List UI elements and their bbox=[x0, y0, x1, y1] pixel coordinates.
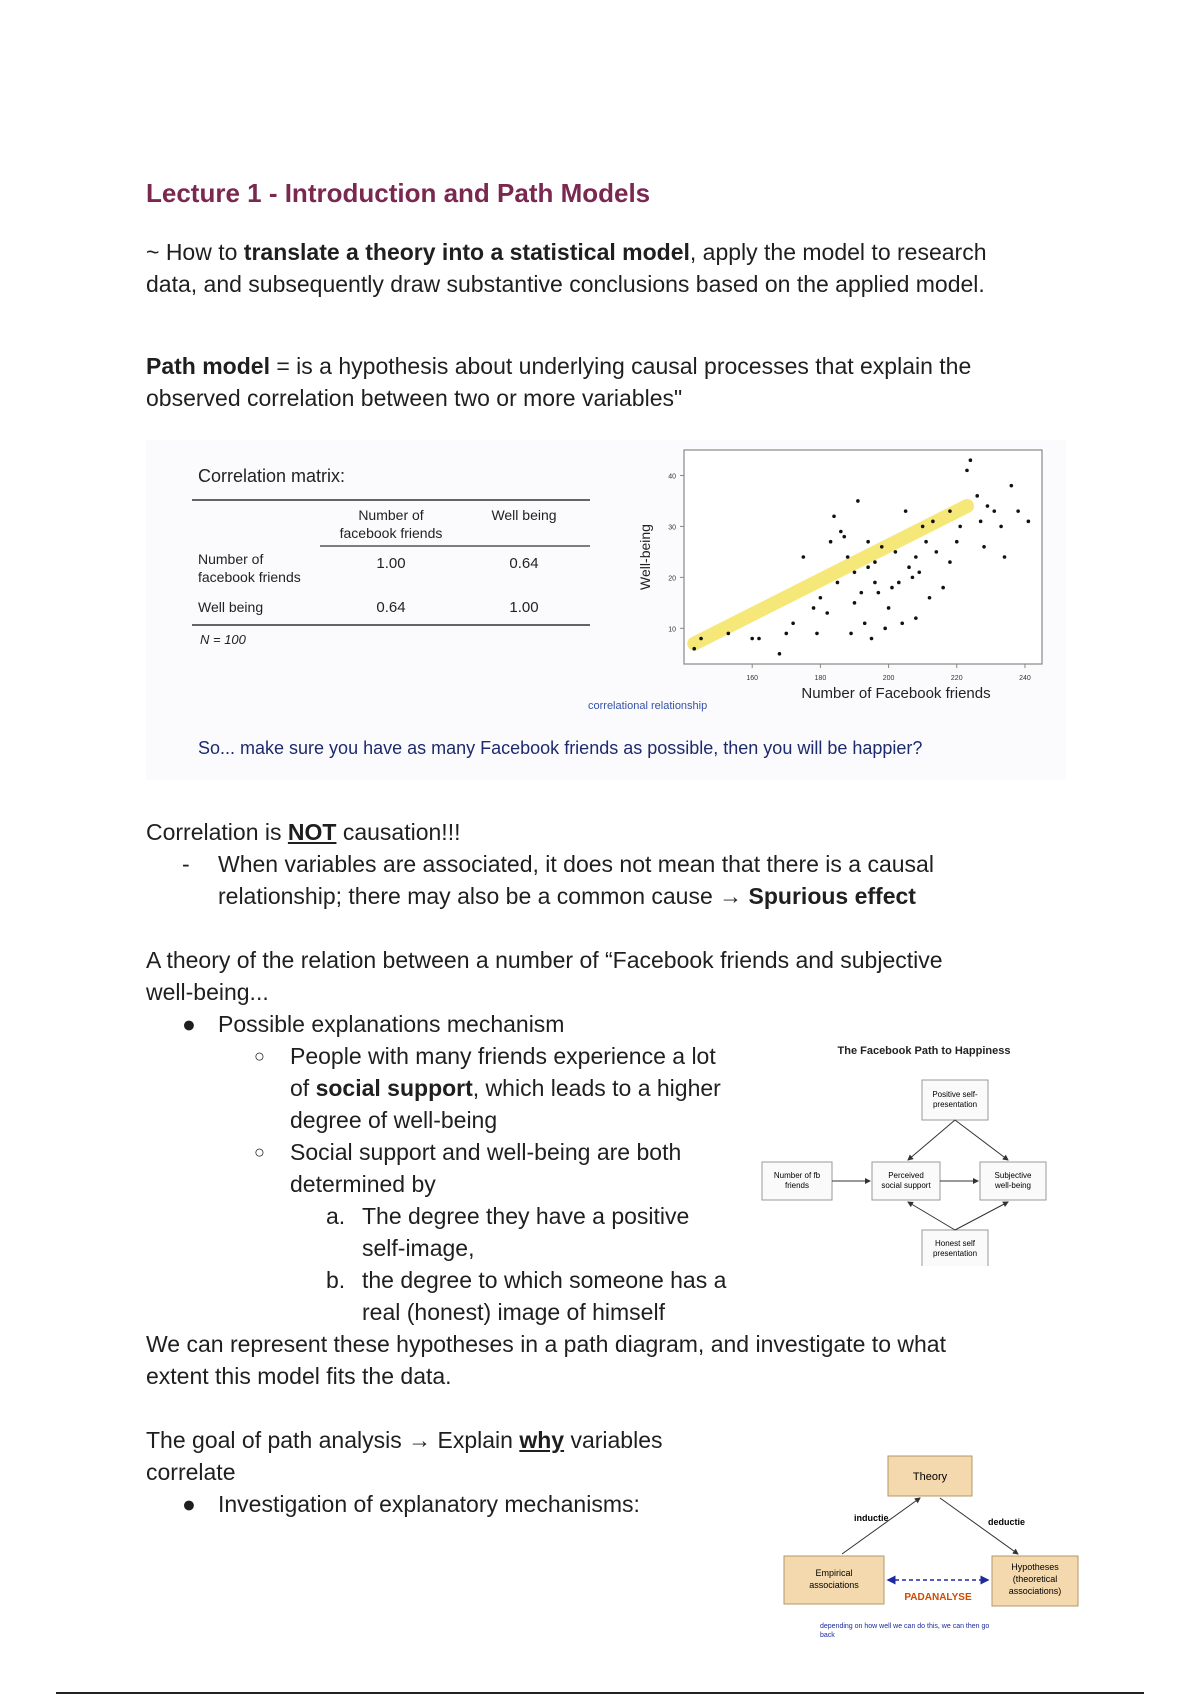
data-point bbox=[873, 581, 877, 585]
inductive-label: inductie bbox=[854, 1513, 889, 1523]
matrix-row2-label: Well being bbox=[198, 599, 264, 615]
why-emphasis: why bbox=[519, 1427, 565, 1453]
y-tick-label: 40 bbox=[668, 473, 676, 481]
heading-pre: Correlation is bbox=[146, 819, 282, 845]
matrix-cell: 1.00 bbox=[509, 599, 539, 616]
path-arrow bbox=[908, 1120, 955, 1160]
path-arrow bbox=[955, 1202, 1008, 1230]
node-text: Number of fb bbox=[773, 1171, 821, 1180]
x-tick-label: 180 bbox=[814, 675, 827, 682]
data-point bbox=[986, 504, 990, 508]
box-text: associations bbox=[809, 1580, 859, 1590]
data-point bbox=[866, 540, 870, 544]
box-text: Empirical bbox=[815, 1568, 853, 1578]
data-point bbox=[890, 586, 894, 590]
theory-cycle-diagram bbox=[780, 1452, 1080, 1652]
matrix-row1-label-line2: facebook friends bbox=[198, 569, 301, 585]
y-tick-label: 20 bbox=[668, 575, 676, 583]
sub1-line2 bbox=[290, 1072, 721, 1104]
node-text: friends bbox=[784, 1181, 810, 1190]
data-point bbox=[853, 570, 857, 574]
path-model-term: Path model bbox=[146, 353, 270, 379]
data-point bbox=[924, 540, 928, 544]
data-point bbox=[842, 535, 846, 539]
x-tick-label: 200 bbox=[882, 675, 895, 682]
data-point bbox=[784, 632, 788, 636]
data-point bbox=[914, 555, 918, 559]
data-point bbox=[1010, 484, 1014, 488]
goal-pre: The goal of path analysis → Explain bbox=[146, 1427, 520, 1453]
data-point bbox=[914, 616, 918, 620]
node-text: well-being bbox=[994, 1181, 1032, 1190]
data-point bbox=[750, 637, 754, 641]
data-point bbox=[999, 525, 1003, 529]
data-point bbox=[948, 560, 952, 564]
x-tick-label: 240 bbox=[1019, 675, 1031, 682]
data-point bbox=[1003, 555, 1007, 559]
data-point bbox=[692, 647, 696, 651]
box-text: Hypotheses bbox=[1011, 1562, 1059, 1572]
item-a-line2: self-image, bbox=[362, 1235, 475, 1261]
data-point bbox=[904, 509, 908, 513]
data-point bbox=[897, 581, 901, 585]
node-text: presentation bbox=[932, 1100, 978, 1109]
matrix-n: N = 100 bbox=[200, 632, 246, 647]
node-honest bbox=[922, 1230, 988, 1266]
data-point bbox=[829, 540, 833, 544]
social-support: social support bbox=[315, 1075, 473, 1101]
matrix-col1-line2: facebook friends bbox=[339, 525, 443, 541]
data-point bbox=[1027, 520, 1031, 524]
circle-bullet-icon: ○ bbox=[254, 1046, 265, 1066]
theory-line2: well-being... bbox=[146, 979, 269, 1005]
dash-marker: - bbox=[182, 851, 190, 877]
data-point bbox=[958, 525, 962, 529]
data-point bbox=[917, 570, 921, 574]
data-point bbox=[975, 494, 979, 498]
matrix-cell: 1.00 bbox=[376, 555, 406, 572]
y-tick-label: 30 bbox=[668, 524, 676, 532]
data-point bbox=[955, 540, 959, 544]
goal-post: variables bbox=[564, 1427, 663, 1453]
data-point bbox=[757, 637, 761, 641]
data-point bbox=[856, 499, 860, 503]
box-text: (theoretical bbox=[1012, 1574, 1058, 1584]
node-text: Honest self bbox=[934, 1239, 976, 1248]
bullet-icon: ● bbox=[182, 1011, 196, 1037]
path-model-line2: observed correlation between two or more variables" bbox=[146, 385, 683, 411]
correlation-figure bbox=[146, 440, 1066, 780]
data-point bbox=[880, 545, 884, 549]
heading-post: causation!!! bbox=[336, 819, 461, 845]
correlational-caption: correlational relationship bbox=[588, 700, 708, 712]
spurious-effect: Spurious effect bbox=[748, 883, 916, 909]
explanations-bullet: Possible explanations mechanism bbox=[218, 1011, 565, 1037]
data-point bbox=[873, 560, 877, 564]
goal-paragraph bbox=[146, 1424, 726, 1488]
path-model-definition bbox=[146, 350, 1066, 414]
data-point bbox=[802, 555, 806, 559]
matrix-cell: 0.64 bbox=[376, 599, 406, 616]
data-point bbox=[948, 509, 952, 513]
spurious-line2-text: relationship; there may also be a common cause → bbox=[218, 883, 749, 909]
data-point bbox=[825, 611, 829, 615]
box-text: associations) bbox=[1008, 1586, 1062, 1596]
matrix-col2: Well being bbox=[491, 507, 557, 523]
sub1-line1: People with many friends experience a lot bbox=[290, 1043, 716, 1069]
diagram-title: The Facebook Path to Happiness bbox=[837, 1045, 1011, 1057]
intro-prefix: ~ How to bbox=[146, 239, 244, 265]
item-a-line1: The degree they have a positive bbox=[362, 1203, 690, 1229]
data-point bbox=[928, 596, 932, 600]
cycle-note-line1: depending on how well we can do this, we can then go bbox=[820, 1623, 990, 1630]
data-point bbox=[866, 565, 870, 569]
spurious-line2 bbox=[218, 880, 916, 912]
summary-paragraph bbox=[146, 1328, 1066, 1392]
data-point bbox=[863, 621, 867, 625]
x-tick-label: 220 bbox=[950, 675, 963, 682]
node-text: Perceived bbox=[888, 1171, 924, 1180]
sub2-line1: Social support and well-being are both bbox=[290, 1139, 682, 1165]
facebook-path-diagram bbox=[758, 1036, 1058, 1266]
node-text: presentation bbox=[932, 1249, 978, 1258]
deductive-label: deductie bbox=[988, 1517, 1026, 1527]
data-point bbox=[699, 637, 703, 641]
sub1-line3: degree of well-being bbox=[290, 1107, 498, 1133]
data-point bbox=[969, 458, 973, 462]
node-text: social support bbox=[881, 1181, 931, 1190]
data-point bbox=[870, 637, 874, 641]
summary-line1: We can represent these hypotheses in a path diagram, and investigate to what bbox=[146, 1331, 946, 1357]
data-point bbox=[911, 576, 915, 580]
data-point bbox=[815, 632, 819, 636]
sub1-rest: , which leads to a higher bbox=[472, 1075, 721, 1101]
y-tick-label: 10 bbox=[668, 626, 676, 634]
data-point bbox=[935, 550, 939, 554]
data-point bbox=[836, 581, 840, 585]
theory-line1: A theory of the relation between a number of “Facebook friends and subjective bbox=[146, 947, 943, 973]
data-point bbox=[727, 632, 731, 636]
theory-label: Theory bbox=[912, 1471, 948, 1483]
matrix-col1-line1: Number of bbox=[358, 507, 424, 523]
data-point bbox=[778, 652, 782, 656]
data-point bbox=[894, 550, 898, 554]
item-b-line1: the degree to which someone has a bbox=[362, 1267, 727, 1293]
data-point bbox=[941, 586, 945, 590]
circle-bullet-icon: ○ bbox=[254, 1142, 265, 1162]
data-point bbox=[921, 525, 925, 529]
data-point bbox=[832, 514, 836, 518]
data-point bbox=[877, 591, 881, 595]
path-model-line1: = is a hypothesis about underlying causal processes that explain the bbox=[269, 353, 972, 379]
bullet-icon: ● bbox=[182, 1491, 196, 1517]
item-b-line2: real (honest) image of himself bbox=[362, 1299, 665, 1325]
data-point bbox=[853, 601, 857, 605]
matrix-row1-label-line1: Number of bbox=[198, 551, 264, 567]
data-point bbox=[992, 509, 996, 513]
marker-a: a. bbox=[326, 1203, 346, 1229]
data-point bbox=[1016, 509, 1020, 513]
data-point bbox=[907, 565, 911, 569]
scatter-plot bbox=[636, 446, 1056, 716]
data-point bbox=[979, 520, 983, 524]
data-point bbox=[791, 621, 795, 625]
spurious-line1: When variables are associated, it does not mean that there is a causal bbox=[218, 851, 934, 877]
data-point bbox=[965, 469, 969, 473]
goal-bullet: Investigation of explanatory mechanisms: bbox=[218, 1491, 640, 1517]
node-text: Positive self- bbox=[932, 1090, 978, 1099]
not-emphasis: NOT bbox=[287, 819, 337, 845]
page-title: Lecture 1 - Introduction and Path Models bbox=[146, 178, 651, 208]
marker-b: b. bbox=[326, 1267, 346, 1293]
data-point bbox=[812, 606, 816, 610]
sub2-line2: determined by bbox=[290, 1171, 436, 1197]
x-axis-label: Number of Facebook friends bbox=[801, 685, 991, 702]
x-tick-label: 160 bbox=[746, 675, 759, 682]
theory-intro bbox=[146, 944, 1066, 1008]
path-arrow bbox=[908, 1202, 955, 1230]
intro-rest: , apply the model to research bbox=[689, 239, 987, 265]
page-divider bbox=[56, 1692, 1144, 1694]
data-point bbox=[819, 596, 823, 600]
cycle-note-line2: back bbox=[820, 1632, 835, 1639]
node-text: Subjective bbox=[994, 1171, 1032, 1180]
data-point bbox=[982, 545, 986, 549]
sub1-of: of bbox=[290, 1075, 316, 1101]
data-point bbox=[887, 606, 891, 610]
path-arrow bbox=[955, 1120, 1008, 1160]
y-axis-label: Well-being bbox=[637, 524, 653, 590]
data-point bbox=[839, 530, 843, 534]
data-point bbox=[931, 520, 935, 524]
matrix-cell: 0.64 bbox=[509, 555, 539, 572]
data-point bbox=[849, 632, 853, 636]
goal-line2: correlate bbox=[146, 1459, 236, 1485]
induction-arrow bbox=[842, 1498, 920, 1554]
padanalyse-label: PADANALYSE bbox=[904, 1592, 972, 1603]
intro-bold: translate a theory into a statistical model bbox=[243, 239, 690, 265]
intro-paragraph bbox=[146, 236, 1066, 300]
data-point bbox=[859, 591, 863, 595]
data-point bbox=[900, 621, 904, 625]
summary-line2: extent this model fits the data. bbox=[146, 1363, 452, 1389]
matrix-title: Correlation matrix: bbox=[198, 466, 346, 486]
data-point bbox=[846, 555, 850, 559]
intro-line2: data, and subsequently draw substantive conclusions based on the applied model. bbox=[146, 271, 985, 297]
figure-question: So... make sure you have as many Facebook friends as possible, then you will be happier? bbox=[198, 738, 923, 758]
spurious-heading bbox=[146, 816, 1066, 848]
data-point bbox=[883, 627, 887, 631]
